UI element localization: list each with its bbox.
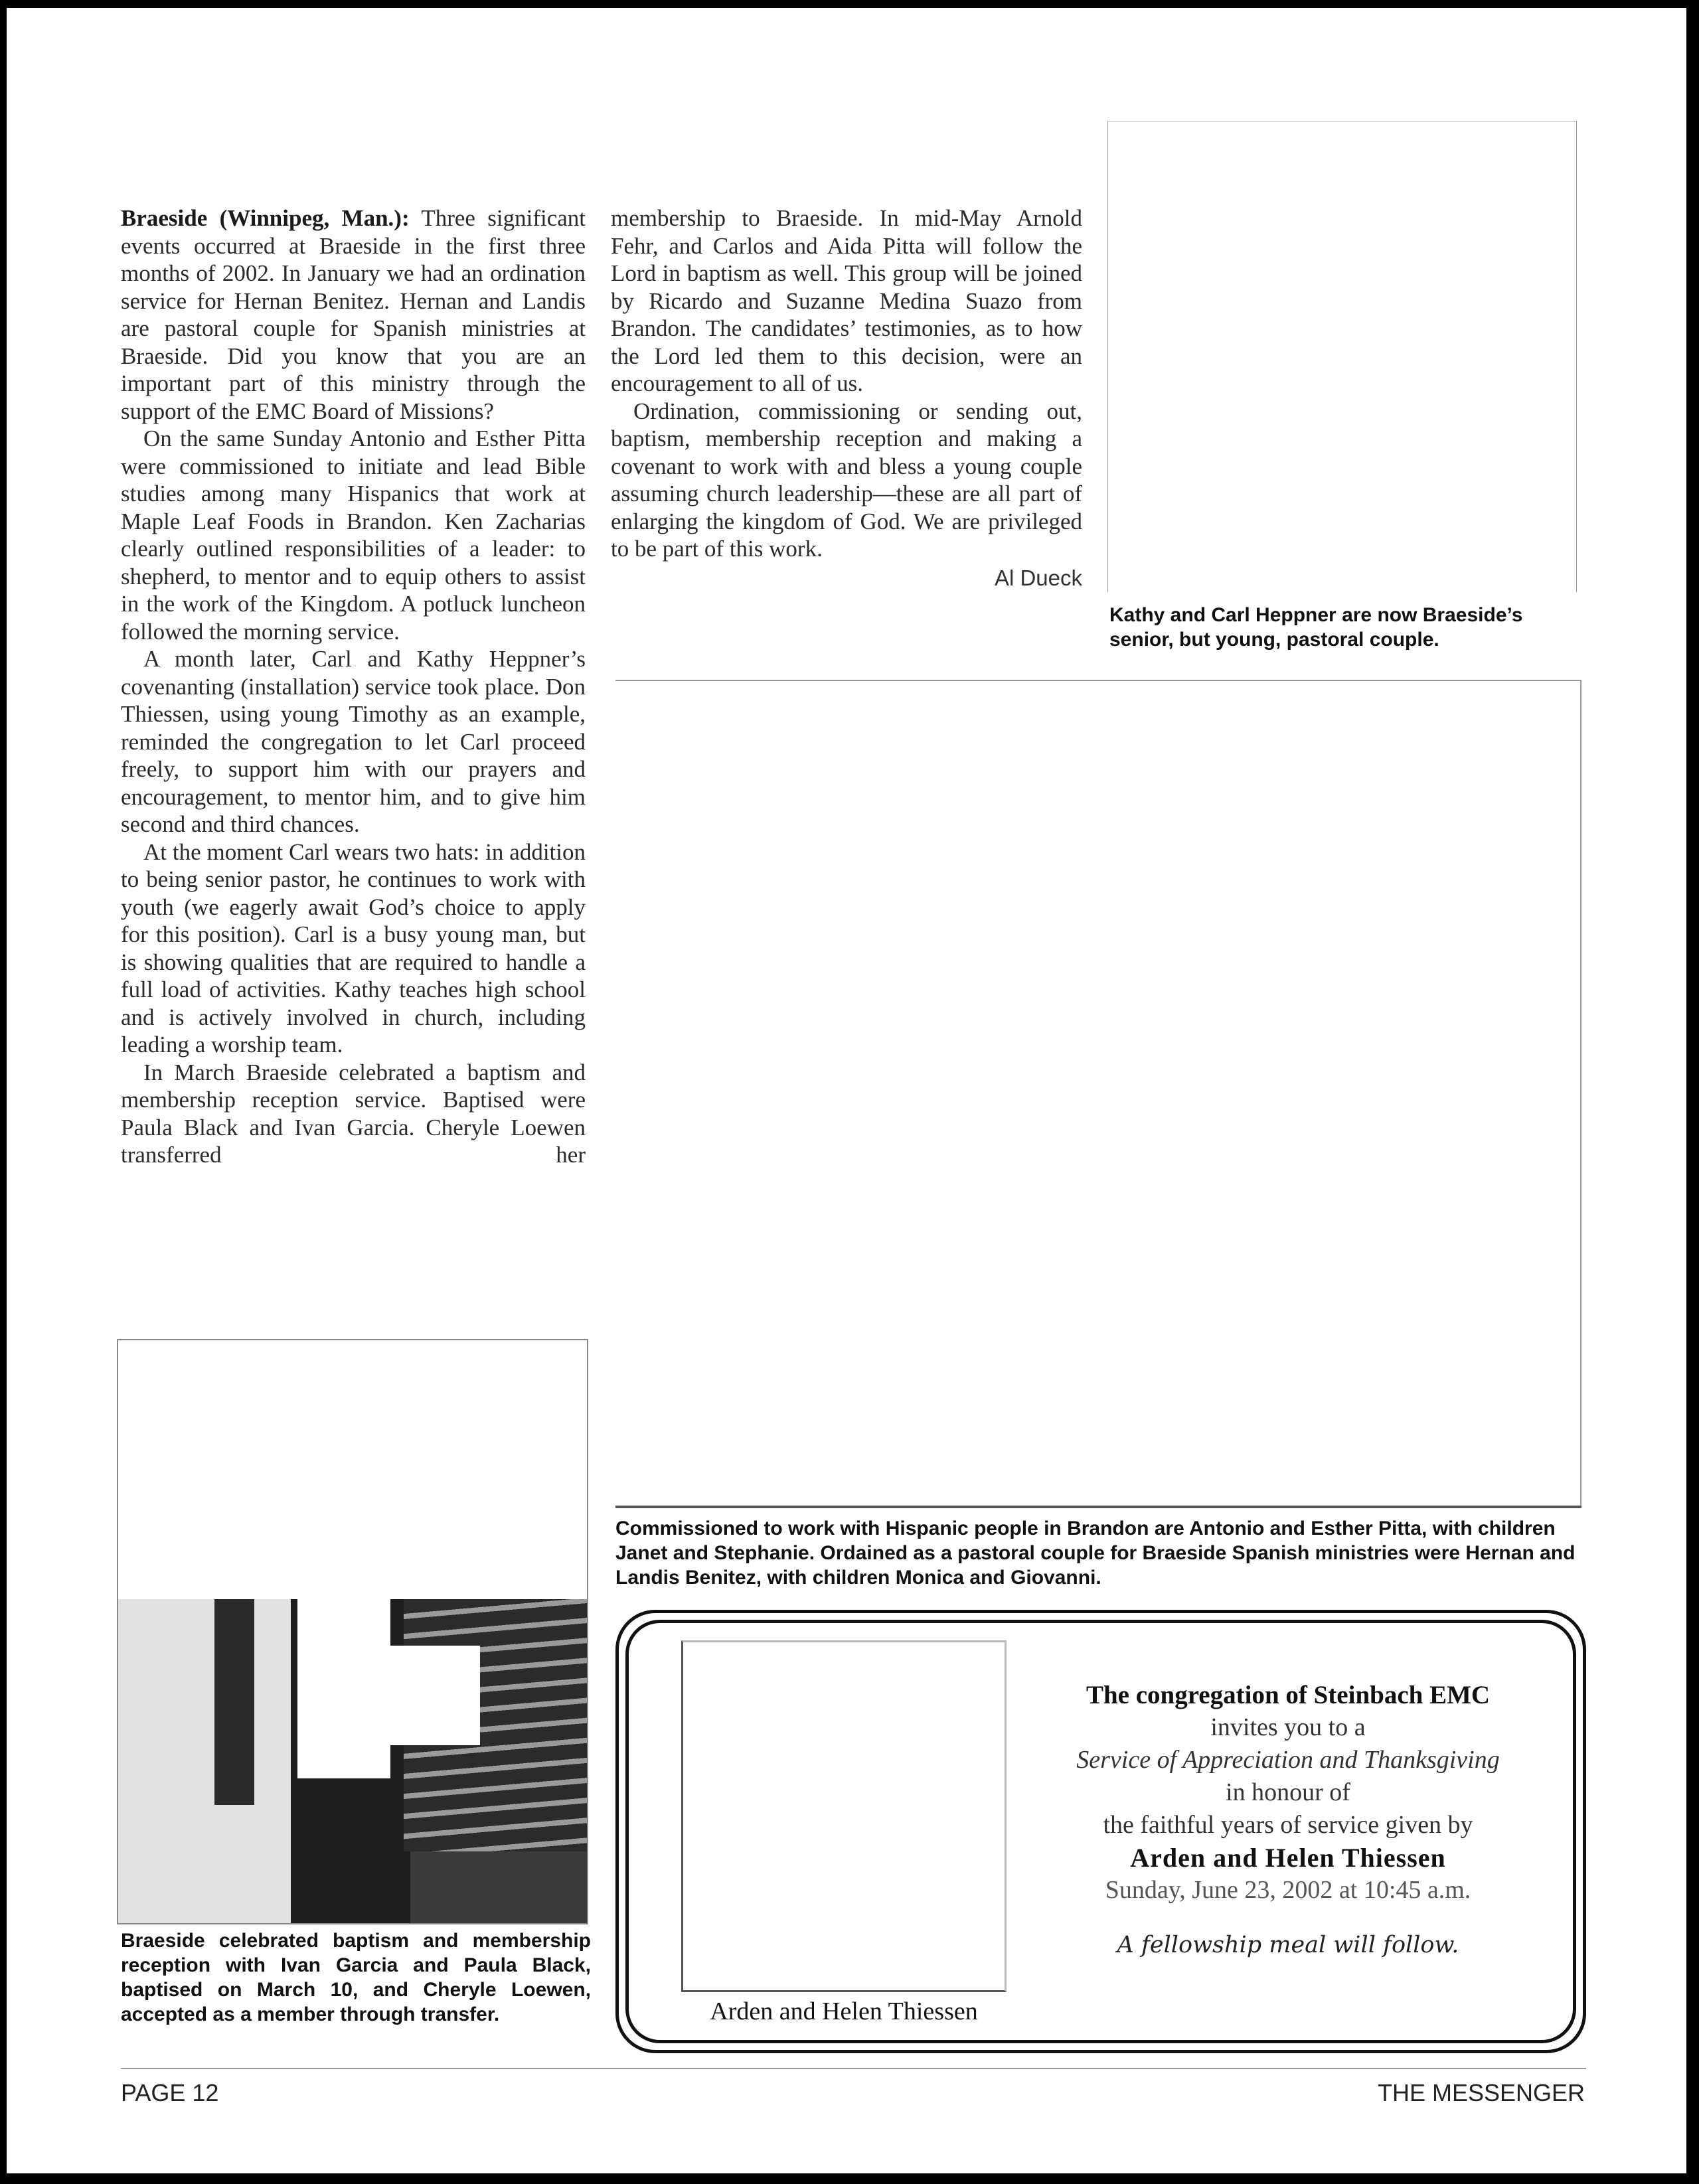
photo-redaction [384,1646,480,1745]
newsletter-page [7,8,1686,2173]
article-paragraph: A month later, Carl and Kathy Heppner’s covenanting (installation) service took place. Don Thiessen, using young Timothy as an example, reminded the congregation to let Carl proceed freely, to support him with our prayers and encouragement, to mentor him, and to give him second and third chances. [121,646,586,837]
article-byline: Al Dueck [994,565,1082,590]
article-lead-heading: Braeside (Winnipeg, Man.): [121,205,410,231]
invitation-text [1003,1679,1574,1962]
article-paragraph: On the same Sunday Antonio and Esther Pitta were commissioned to initiate and lead Bible studies among many Hispanics that work at Maple Leaf Foods in Brandon. Ken Zacharias clearly outlined responsibilities of a leader: to shepherd, to mentor and to equip others to assist in the work of the Kingdom. A potluck luncheon followed the morning service. [121,426,586,645]
invitation-honorees: Arden and Helen Thiessen [1130,1843,1446,1873]
invitation-host: The congregation of Steinbach EMC [1086,1681,1491,1709]
invitation-line: the faithful years of service given by [1103,1811,1473,1839]
thiessen-photo-caption: Arden and Helen Thiessen [710,1997,978,2025]
heppner-photo-caption: Kathy and Carl Heppner are now Braeside’s senior, but young, pastoral couple. [1109,604,1523,651]
baptism-photo [117,1339,588,1924]
article-column-left [121,204,586,1169]
article-column-middle [611,204,1082,591]
footer-divider [121,2068,1586,2069]
photo-figure-shirt [118,1599,291,1924]
invitation-service-name: Service of Appreciation and Thanksgiving [1076,1746,1500,1774]
invitation-line: in honour of [1226,1778,1350,1806]
pitta-benitez-photo [615,680,1581,1508]
publication-name: THE MESSENGER [1377,2079,1585,2106]
page-number: PAGE 12 [121,2079,219,2106]
article-lead-text: Three significant events occurred at Braeside in the first three months of 2002. In January we had an ordination service for Hernan Benitez. Hernan and Landis are pastoral couple for Spanish ministries at Braeside. Did you know that you are an important part of this ministry through the support of the EMC Board of Missions? [121,205,586,424]
invitation-date: Sunday, June 23, 2002 at 10:45 a.m. [1105,1876,1471,1904]
article-paragraph: In March Braeside celebrated a baptism and membership reception service. Baptised were Paula Black and Ivan Garcia. Cheryle Loewen transferred her [121,1059,586,1168]
necktie [214,1599,254,1805]
thiessen-photo [681,1640,1007,1992]
article-paragraph [121,204,586,425]
pitta-benitez-caption: Commissioned to work with Hispanic people in Brandon are Antonio and Esther Pitta, with children Janet and Stephanie. Ordained as a pastoral couple for Braeside Spanish ministries were Hernan and Landis Benitez, with children Monica and Giovanni. [615,1518,1576,1589]
heppner-photo [1107,121,1577,592]
article-paragraph: At the moment Carl wears two hats: in addition to being senior pastor, he continues to work with youth (we eagerly await God’s choice to apply for this position). Carl is a busy young man, but is showing qualities that are required to handle a full load of activities. Kathy teaches high school and is actively involved in church, including leading a worship team. [121,838,586,1057]
baptism-photo-caption: Braeside celebrated baptism and membership reception with Ivan Garcia and Paula Black, baptised on March 10, and Cheryle Loewen, accepted as a member through transfer. [121,1930,591,2025]
invitation-meal-note: A fellowship meal will follow. [1117,1932,1459,1958]
article-paragraph: Ordination, commissioning or sending out, baptism, membership reception and making a covenant to work with and bless a young couple assuming church leadership—these are all part of enlarging the kingdom of God. We are privileged to be part of this work. [611,398,1082,562]
article-paragraph: membership to Braeside. In mid-May Arnold Fehr, and Carlos and Aida Pitta will follow the Lord in baptism as well. This group will be joined by Ricardo and Suzanne Medina Suazo from Brandon. The candidates’ testimonies, as to how the Lord led them to this decision, were an encouragement to all of us. [611,205,1082,396]
invitation-line: invites you to a [1210,1713,1366,1741]
photo-redaction [297,1593,390,1778]
